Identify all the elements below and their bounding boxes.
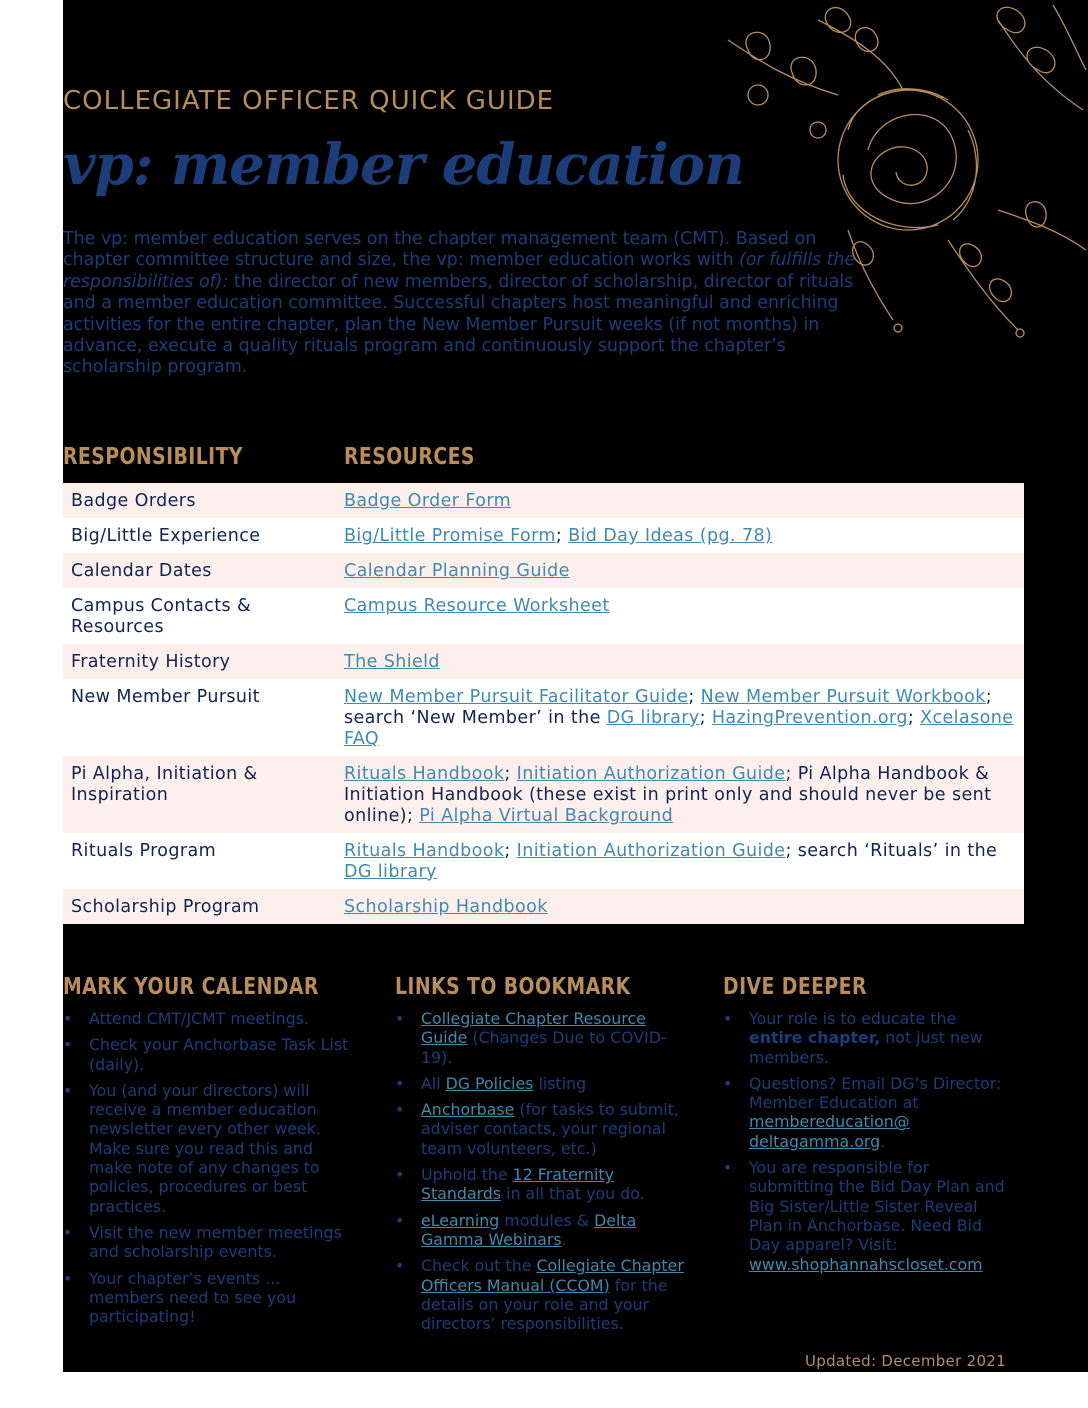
resources-cell <box>344 833 1024 889</box>
bookmark-text: modules & <box>499 1210 595 1230</box>
bullet-icon: • <box>395 1210 405 1230</box>
resource-link[interactable]: Rituals Handbook <box>344 841 505 861</box>
resource-link[interactable]: DG library <box>344 862 437 882</box>
bullet-icon: • <box>63 1080 73 1100</box>
resource-text: ; <box>688 687 701 707</box>
bullet-icon: • <box>63 1009 73 1028</box>
bookmark-link[interactable]: Collegiate Chapter Officers Manual (CCOM) <box>421 1256 684 1295</box>
resources-cell <box>344 679 1024 756</box>
list-item <box>395 1256 695 1333</box>
list-item <box>395 1100 695 1158</box>
dive-text: not just new members. <box>749 1028 983 1067</box>
list-item <box>723 1009 1013 1067</box>
dive-text: Questions? Email DG’s Director: Member Education at <box>749 1073 1002 1113</box>
rose-icon <box>838 89 978 230</box>
list-item <box>723 1158 1013 1274</box>
resources-heading: RESOURCES <box>344 444 475 470</box>
website-link[interactable]: www.shophannahscloset.com <box>749 1254 983 1274</box>
resources-cell <box>344 756 1024 833</box>
resource-text: ; Pi Alpha Handbook & Initiation Handbook (these exist in print only and should never be sent online); <box>344 764 992 826</box>
bullet-icon: • <box>395 1165 405 1185</box>
role-title: vp: member education <box>63 132 744 198</box>
calendar-item-text: You (and your directors) will receive a member education newsletter every other week. Make sure you read this and make note of any changes to policies, procedures or best practices. <box>89 1080 321 1216</box>
resource-link[interactable]: Xcelasone FAQ <box>344 708 1014 749</box>
table-row <box>63 483 1024 518</box>
intro-text-2: the director of new members, director of scholarship, director of rituals and a member education committee. Successful chapters host meaningful and enriching activities for the entire chapter, plan the New Member Pursuit weeks (if not months) in advance, execute a quality rituals program and continuously support the chapter’s scholarship program. <box>63 271 854 378</box>
guide-title: COLLEGIATE OFFICER QUICK GUIDE <box>63 86 555 116</box>
resource-link[interactable]: Calendar Planning Guide <box>344 561 570 581</box>
bookmark-text: (Changes Due to COVID-19). <box>421 1028 667 1067</box>
bullet-icon: • <box>63 1222 73 1242</box>
bullet-icon: • <box>723 1009 733 1028</box>
dive-text: You are responsible for submitting the Bid Day Plan and Big Sister/Little Sister Reveal Plan in Anchorbase. Need Bid Day apparel? Visit: <box>749 1158 1005 1255</box>
list-item <box>63 1269 353 1327</box>
bookmark-link[interactable]: 12 Fraternity Standards <box>421 1165 614 1204</box>
table-row <box>63 756 1024 833</box>
bookmark-text: Uphold the <box>421 1165 513 1185</box>
resource-link[interactable]: Rituals Handbook <box>344 764 505 784</box>
resource-text: ; <box>699 708 712 728</box>
resource-text: ; search ‘Rituals’ in the <box>785 841 998 861</box>
resource-link[interactable]: HazingPrevention.org <box>711 708 908 728</box>
list-item <box>395 1165 695 1204</box>
bookmarks-list <box>395 1009 695 1340</box>
resource-link[interactable]: DG library <box>606 708 700 728</box>
dive-text: Your role is to educate the <box>749 1009 957 1028</box>
bullet-icon: • <box>395 1256 405 1276</box>
resource-text: ; <box>555 526 569 546</box>
resource-link[interactable]: New Member Pursuit Facilitator Guide <box>344 687 689 707</box>
bookmark-link[interactable]: Collegiate Chapter Resource Guide <box>421 1009 646 1048</box>
resource-link[interactable]: Pi Alpha Virtual Background <box>419 806 674 826</box>
bookmark-link[interactable]: eLearning <box>421 1210 500 1230</box>
bookmark-text: All <box>421 1073 446 1093</box>
resources-cell <box>344 889 1024 924</box>
resource-link[interactable]: New Member Pursuit Workbook <box>700 687 986 707</box>
table-row <box>63 889 1024 924</box>
responsibility-cell: Big/Little Experience <box>71 526 261 546</box>
resources-cell <box>344 553 1024 588</box>
resource-link[interactable]: Initiation Authorization Guide <box>516 841 786 861</box>
dive-deeper-list <box>723 1009 1013 1281</box>
resource-link[interactable]: The Shield <box>344 652 440 672</box>
bookmark-text: . <box>561 1229 567 1249</box>
bookmark-text: Check out the <box>421 1256 537 1276</box>
resource-link[interactable]: Scholarship Handbook <box>344 897 548 917</box>
calendar-heading: MARK YOUR CALENDAR <box>63 974 319 1000</box>
resource-text: ; <box>504 841 517 861</box>
page <box>63 0 1088 1372</box>
table-row <box>63 588 1024 644</box>
responsibility-table <box>63 483 1024 924</box>
bookmark-link[interactable]: Anchorbase <box>421 1100 515 1120</box>
responsibility-cell: Calendar Dates <box>71 561 212 581</box>
list-item <box>395 1009 695 1067</box>
responsibility-heading: RESPONSIBILITY <box>63 444 243 470</box>
bullet-icon: • <box>395 1009 405 1028</box>
list-item <box>395 1211 695 1250</box>
calendar-item-text: Check your Anchorbase Task List (daily). <box>89 1035 349 1074</box>
list-item <box>395 1074 695 1093</box>
dive-bold-text: entire chapter, <box>749 1028 881 1048</box>
resource-link[interactable]: Campus Resource Worksheet <box>344 596 610 616</box>
resource-link[interactable]: Bid Day Ideas (pg. 78) <box>568 526 773 546</box>
responsibility-cell: Pi Alpha, Initiation & Inspiration <box>71 764 258 805</box>
table-row <box>63 679 1024 756</box>
email-link[interactable]: membereducation@ deltagamma.org <box>749 1112 910 1151</box>
table-row <box>63 644 1024 679</box>
bookmark-link[interactable]: Delta Gamma Webinars <box>421 1210 637 1249</box>
bookmark-link[interactable]: DG Policies <box>445 1073 534 1093</box>
bookmark-text: (for tasks to submit, adviser contacts, your regional team volunteers, etc.) <box>421 1100 679 1158</box>
list-item <box>63 1081 353 1216</box>
bookmarks-heading: LINKS TO BOOKMARK <box>395 974 631 1000</box>
responsibility-cell: Scholarship Program <box>71 897 260 917</box>
resources-cell <box>344 644 1024 679</box>
updated-date: Updated: December 2021 <box>805 1352 1006 1370</box>
resources-cell <box>344 518 1024 553</box>
resources-cell <box>344 588 1024 644</box>
list-item <box>63 1009 353 1028</box>
resource-text: ; <box>907 708 921 728</box>
calendar-item-text: Visit the new member meetings and scholarship events. <box>89 1222 342 1262</box>
bookmark-text: listing <box>533 1073 587 1093</box>
dive-text: . <box>880 1131 886 1151</box>
resource-link[interactable]: Initiation Authorization Guide <box>516 764 786 784</box>
resource-text: ; <box>504 764 517 784</box>
table-row <box>63 553 1024 588</box>
intro-text-1: The vp: member education serves on the chapter management team (CMT). Based on chapter committee structure and size, the vp: member education works with <box>63 229 817 271</box>
responsibility-cell: New Member Pursuit <box>71 687 260 707</box>
calendar-item-text: Your chapter’s events ... members need to see you participating! <box>89 1268 297 1327</box>
resource-text: ; search ‘New Member’ in the <box>344 687 993 728</box>
intro-paragraph <box>63 229 873 379</box>
list-item <box>63 1035 353 1074</box>
calendar-item-text: Attend CMT/JCMT meetings. <box>89 1009 310 1028</box>
bullet-icon: • <box>723 1158 733 1178</box>
calendar-list <box>63 1009 353 1333</box>
bullet-icon: • <box>723 1073 733 1093</box>
resource-link[interactable]: Badge Order Form <box>344 491 512 511</box>
bullet-icon: • <box>395 1073 405 1093</box>
responsibility-cell: Rituals Program <box>71 841 217 861</box>
list-item <box>723 1074 1013 1151</box>
table-row <box>63 833 1024 889</box>
bullet-icon: • <box>63 1268 73 1288</box>
bullet-icon: • <box>395 1100 405 1120</box>
responsibility-cell: Badge Orders <box>71 491 196 511</box>
list-item <box>63 1223 353 1262</box>
resource-link[interactable]: Big/Little Promise Form <box>344 526 556 546</box>
bookmark-text: for the details on your role and your directors’ responsibilities. <box>421 1275 668 1334</box>
dive-deeper-heading: DIVE DEEPER <box>723 974 867 1000</box>
intro-emphasis: (or fulfills the responsibilities of): <box>63 250 856 292</box>
table-row <box>63 518 1024 553</box>
bookmark-text: in all that you do. <box>501 1184 645 1204</box>
responsibility-cell: Campus Contacts & Resources <box>71 596 252 637</box>
responsibility-cell: Fraternity History <box>71 652 231 672</box>
resources-cell <box>344 483 1024 518</box>
bullet-icon: • <box>63 1035 73 1055</box>
